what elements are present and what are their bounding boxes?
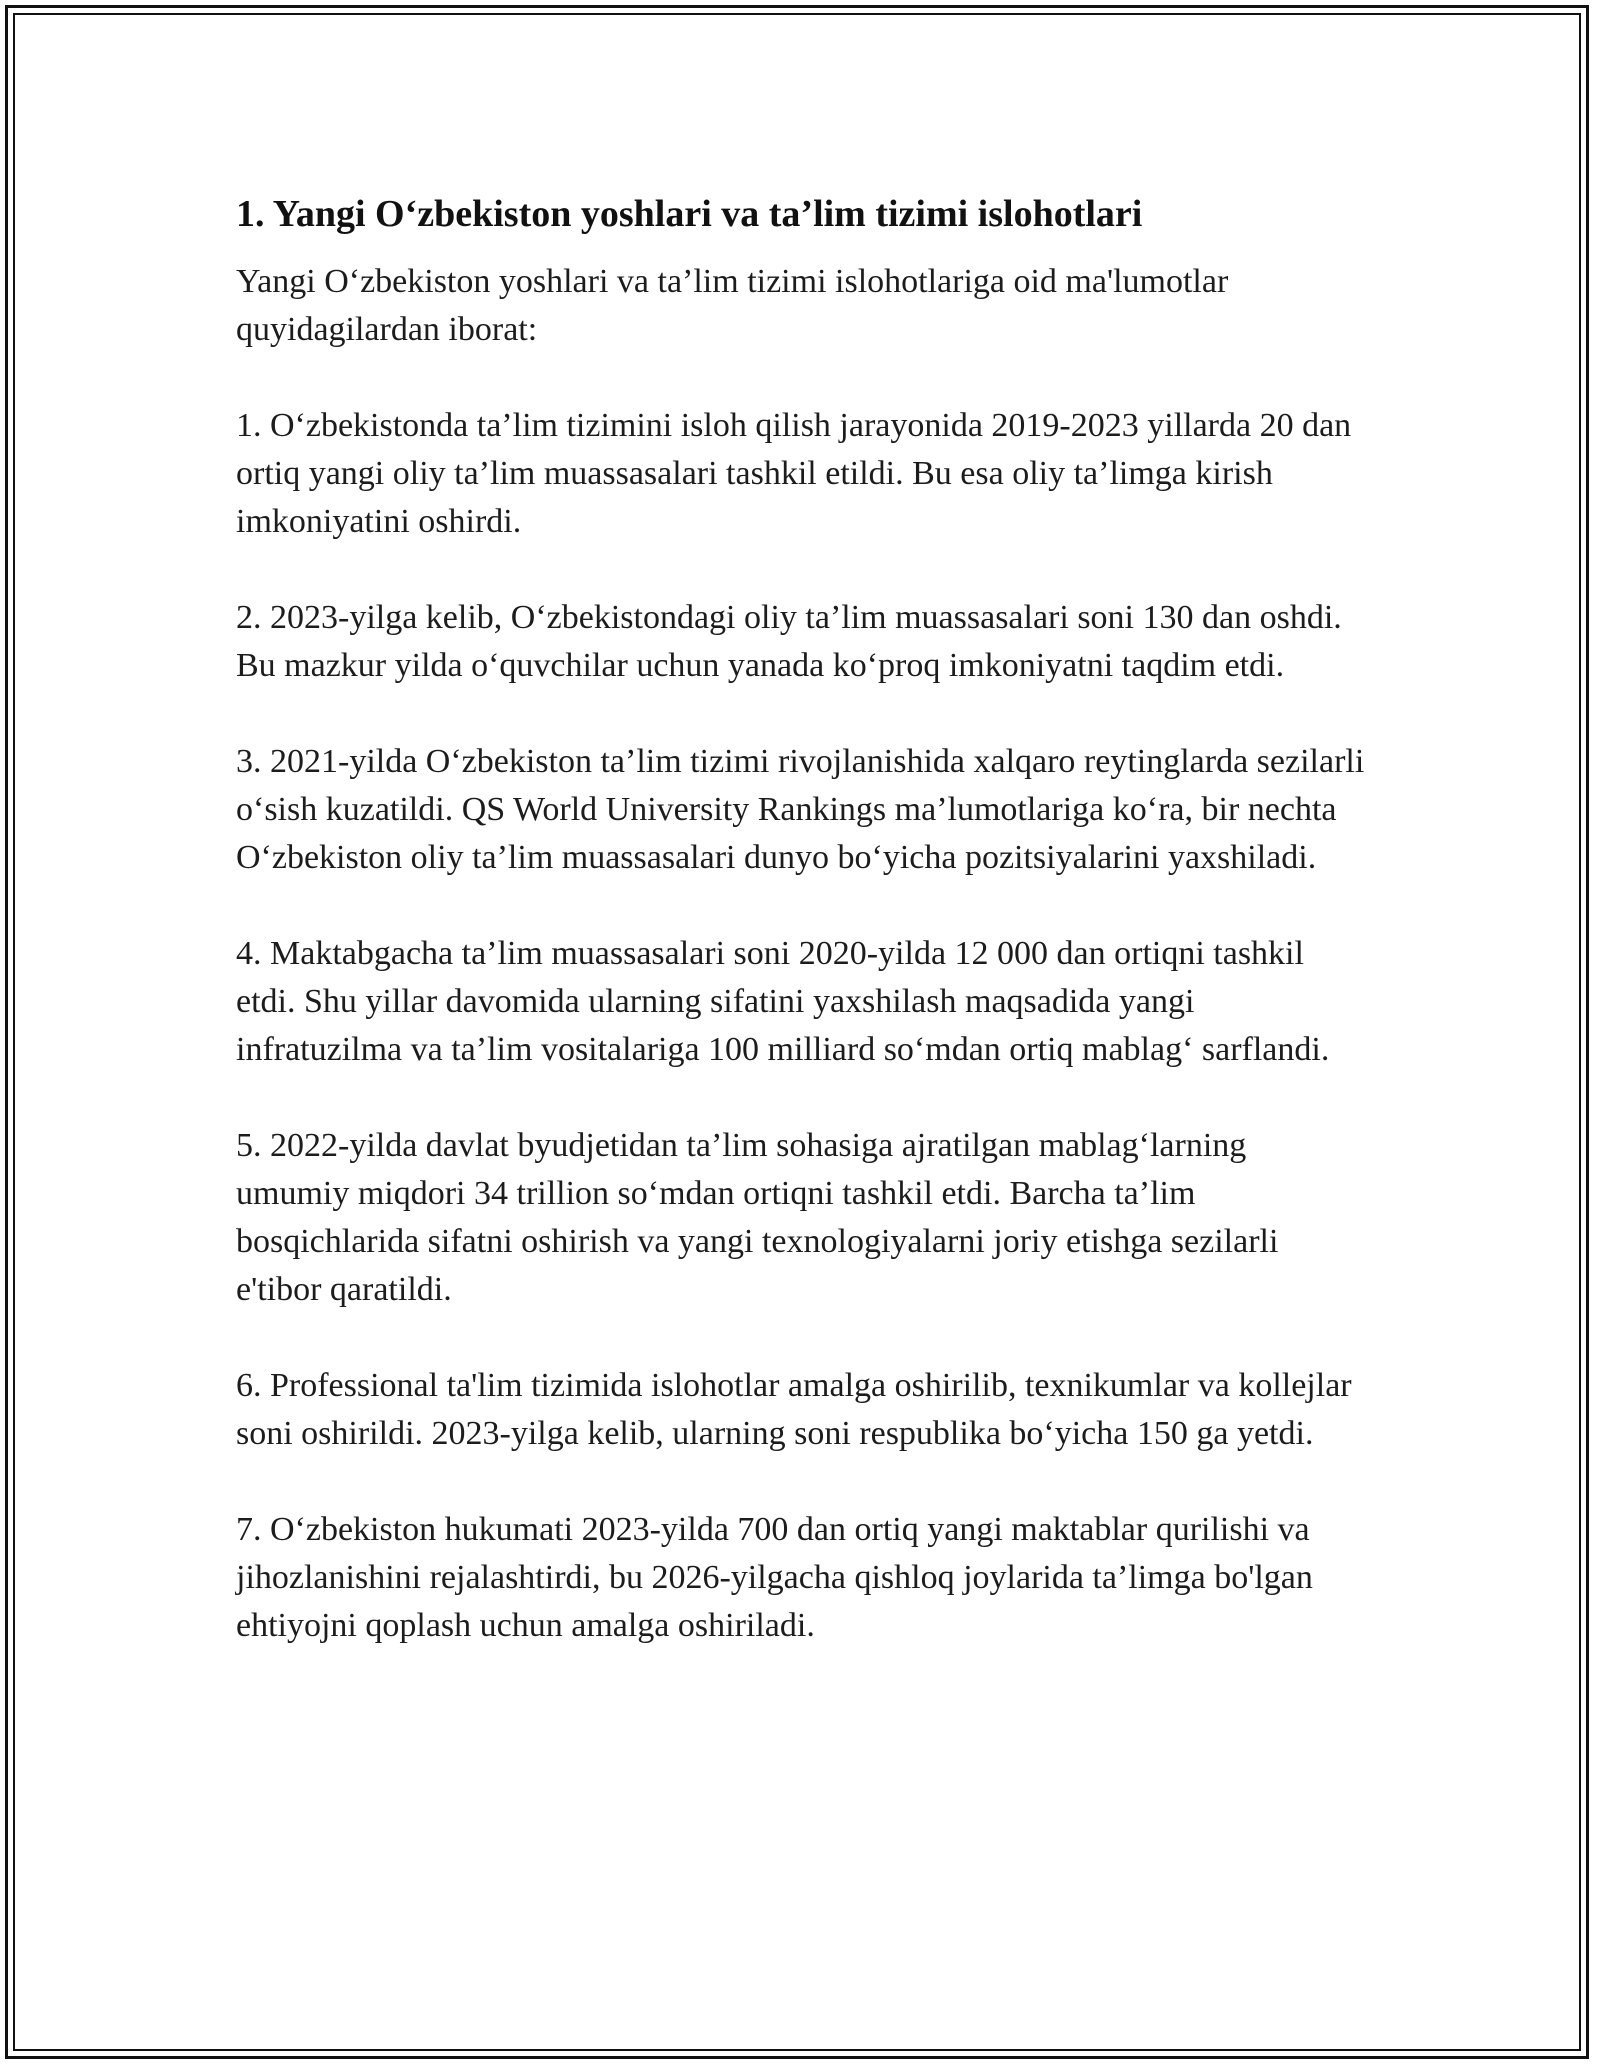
- list-item: 2. 2023-yilga kelib, O‘zbekistondagi oliy ta’lim muassasalari soni 130 dan oshdi. Bu mazkur yilda o‘quvchilar uchun yanada ko‘proq imkoniyatni taqdim etdi.: [236, 599, 1342, 684]
- list-item: 1. O‘zbekistonda ta’lim tizimini isloh qilish jarayonida 2019-2023 yillarda 20 dan ortiq yangi oliy ta’lim muassasalari tashkil etildi. Bu esa oliy ta’limga kirish imkoniyatini oshirdi.: [236, 407, 1352, 540]
- document-title: 1. Yangi O‘zbekiston yoshlari va ta’lim tizimi islohotlari: [236, 193, 1143, 235]
- list-item: 7. O‘zbekiston hukumati 2023-yilda 700 dan ortiq yangi maktablar qurilishi va jihozlanishini rejalashtirdi, bu 2026-yilgacha qishloq joylarida ta’limga bo'lgan ehtiyojni qoplash uchun amalga oshiriladi.: [236, 1511, 1313, 1644]
- list-item: 5. 2022-yilda davlat byudjetidan ta’lim sohasiga ajratilgan mablag‘larning umumiy miqdori 34 trillion so‘mdan ortiqni tashkil etdi. Barcha ta’lim bosqichlarida sifatni oshirish va yangi texnologiyalarni joriy etishga sezilarli e'tibor qaratildi.: [236, 1127, 1279, 1308]
- intro-paragraph: Yangi O‘zbekiston yoshlari va ta’lim tizimi islohotlariga oid ma'lumotlar quyidagilardan iborat:: [236, 263, 1229, 348]
- list-item: 6. Professional ta'lim tizimida islohotlar amalga oshirilib, texnikumlar va kollejlar soni oshirildi. 2023-yilga kelib, ularning soni respublika bo‘yicha 150 ga yetdi.: [236, 1367, 1352, 1452]
- list-item: 3. 2021-yilda O‘zbekiston ta’lim tizimi rivojlanishida xalqaro reytinglarda sezilarli o‘sish kuzatildi. QS World University Rankings ma’lumotlariga ko‘ra, bir nechta O‘zbekiston oliy ta’lim muassasalari dunyo bo‘yicha pozitsiyalarini yaxshiladi.: [236, 743, 1365, 876]
- list-item: 4. Maktabgacha ta’lim muassasalari soni 2020-yilda 12 000 dan ortiqni tashkil etdi. Shu yillar davomida ularning sifatini yaxshilash maqsadida yangi infratuzilma va ta’lim vositalariga 100 milliard so‘mdan ortiq mablag‘ sarflandi.: [236, 935, 1330, 1068]
- document-body: [236, 188, 1366, 1650]
